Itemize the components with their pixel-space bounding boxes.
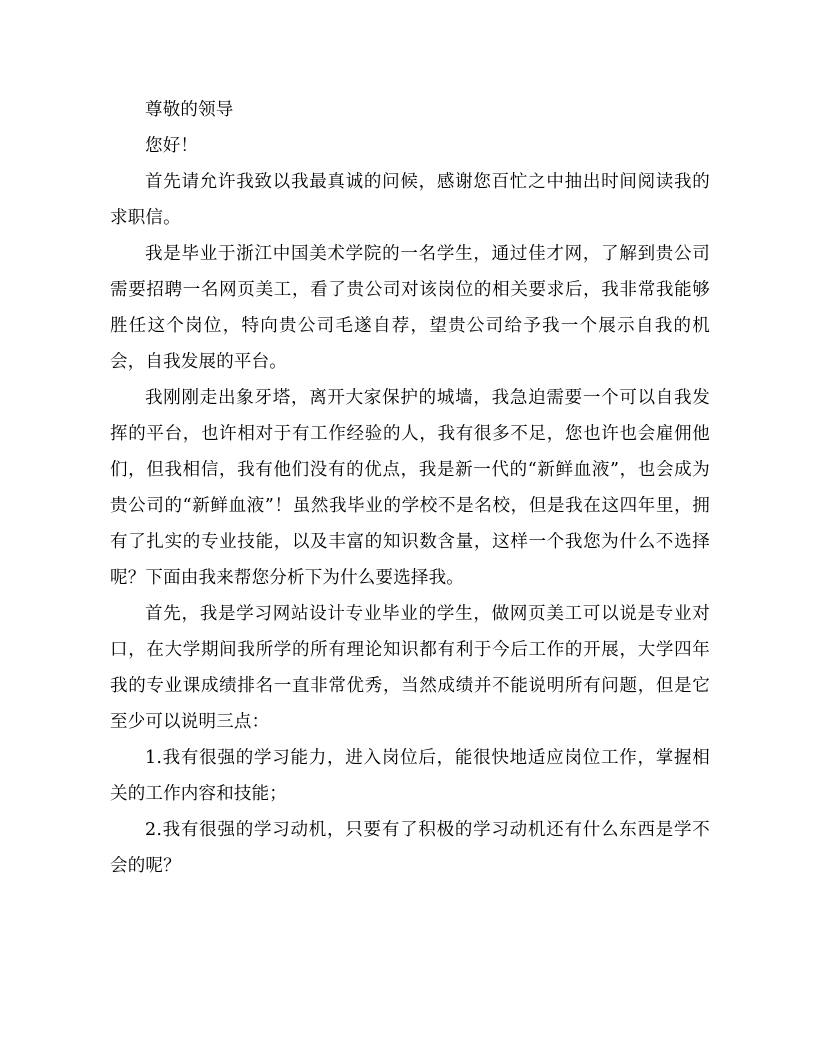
list-item-learning-ability: 1.我有很强的学习能力，进入岗位后，能很快地适应岗位工作，掌握相关的工作内容和技能； xyxy=(110,748,710,804)
paragraph-motivation: 我刚刚走出象牙塔，离开大家保护的城墙，我急迫需要一个可以自我发挥的平台，也许相对于有工作经验的人，我有很多不足，您也许也会雇佣他们，但我相信，我有他们没有的优点，我是新一代的“新鲜血液”，也会成为贵公司的“新鲜血液”！虽然我毕业的学校不是名校，但是我在这四年里，拥有了扎实的专业技能，以及丰富的知识数含量，这样一个我您为什么不选择呢？下面由我来帮您分析下为什么要选择我。 xyxy=(110,388,710,588)
salutation: 尊敬的领导 xyxy=(145,100,234,120)
paragraph-qualifications: 首先，我是学习网站设计专业毕业的学生，做网页美工可以说是专业对口，在大学期间我所学的所有理论知识都有利于今后工作的开展，大学四年我的专业课成绩排名一直非常优秀，当然成绩并不能说明所有问题，但是它至少可以说明三点： xyxy=(110,604,710,732)
letter-body xyxy=(110,92,710,884)
greeting: 您好！ xyxy=(145,136,199,156)
paragraph-intro: 首先请允许我致以我最真诚的问候，感谢您百忙之中抽出时间阅读我的求职信。 xyxy=(110,172,710,228)
paragraph-background: 我是毕业于浙江中国美术学院的一名学生，通过佳才网，了解到贵公司需要招聘一名网页美工，看了贵公司对该岗位的相关要求后，我非常我能够胜任这个岗位，特向贵公司毛遂自荐，望贵公司给予我一个展示自我的机会，自我发展的平台。 xyxy=(110,244,710,372)
list-item-learning-motivation: 2.我有很强的学习动机，只要有了积极的学习动机还有什么东西是学不会的呢？ xyxy=(110,820,710,876)
